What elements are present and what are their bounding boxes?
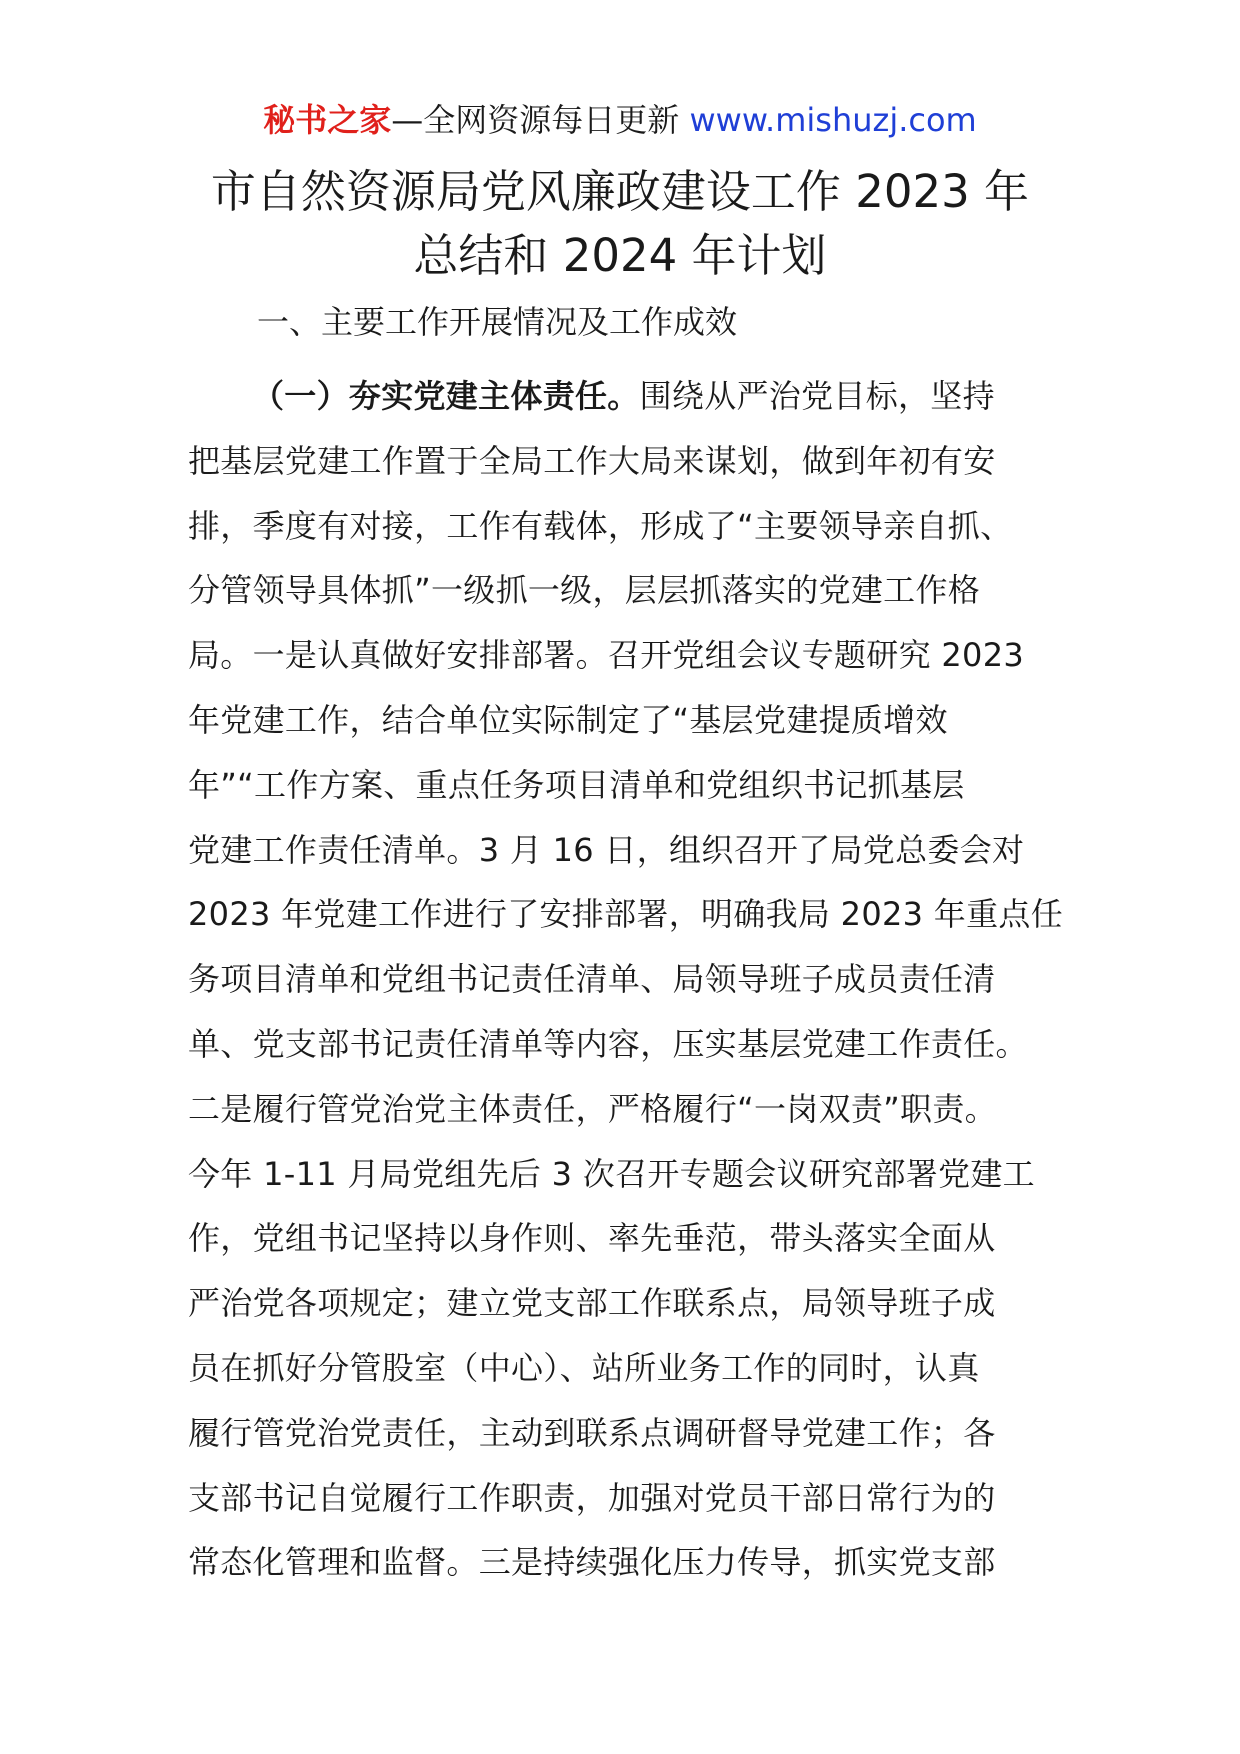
paragraph-line: 严治党各项规定；建立党支部工作联系点，局领导班子成	[188, 1284, 996, 1323]
paragraph-line: 党建工作责任清单。3 月 16 日，组织召开了局党总委会对	[188, 830, 1025, 869]
paragraph-line: 分管领导具体抓”一级抓一级，层层抓落实的党建工作格	[188, 571, 981, 610]
brand-name: 秘书之家	[263, 101, 392, 139]
website-link[interactable]: www.mishuzj.com	[689, 101, 977, 139]
paragraph-line: 把基层党建工作置于全局工作大局来谋划，做到年初有安	[188, 441, 996, 480]
body-paragraph	[188, 364, 1068, 1595]
paragraph-line: 二是履行管党治党主体责任，严格履行“一岗双责”职责。	[188, 1089, 997, 1128]
paragraph-text: 围绕从严治党目标，坚持	[639, 377, 995, 415]
document-title	[150, 160, 1090, 288]
paragraph-line: 年”“工作方案、重点任务项目清单和党组织书记抓基层	[188, 765, 965, 804]
paragraph-line: 务项目清单和党组书记责任清单、局领导班子成员责任清	[188, 960, 996, 999]
paragraph-line: 年党建工作，结合单位实际制定了“基层党建提质增效	[188, 700, 948, 739]
paragraph-line: 2023 年党建工作进行了安排部署，明确我局 2023 年重点任	[188, 895, 1063, 934]
paragraph-line: 履行管党治党责任，主动到联系点调研督导党建工作；各	[188, 1413, 996, 1452]
paragraph-line: 员在抓好分管股室（中心）、站所业务工作的同时，认真	[188, 1348, 980, 1387]
title-line-2: 总结和 2024 年计划	[413, 229, 827, 282]
paragraph-line: 今年 1-11 月局党组先后 3 次召开专题会议研究部署党建工	[188, 1154, 1035, 1193]
header-tagline: —全网资源每日更新	[391, 101, 680, 139]
paragraph-line: 排，季度有对接，工作有载体，形成了“主要领导亲自抓、	[188, 506, 1013, 545]
paragraph-heading: （一）夯实党建主体责任。	[252, 377, 640, 415]
section-heading: 一、主要工作开展情况及工作成效	[257, 303, 738, 341]
paragraph-line: 局。一是认真做好安排部署。召开党组会议专题研究 2023	[188, 636, 1025, 675]
paragraph-line	[188, 364, 1068, 429]
paragraph-line: 支部书记自觉履行工作职责，加强对党员干部日常行为的	[188, 1478, 996, 1517]
paragraph-line: 单、党支部书记责任清单等内容，压实基层党建工作责任。	[188, 1024, 1028, 1063]
title-line-1: 市自然资源局党风廉政建设工作 2023 年	[210, 165, 1030, 218]
paragraph-line: 常态化管理和监督。三是持续强化压力传导，抓实党支部	[188, 1543, 996, 1582]
watermark-header	[0, 100, 1240, 140]
paragraph-line: 作，党组书记坚持以身作则、率先垂范，带头落实全面从	[188, 1219, 996, 1258]
